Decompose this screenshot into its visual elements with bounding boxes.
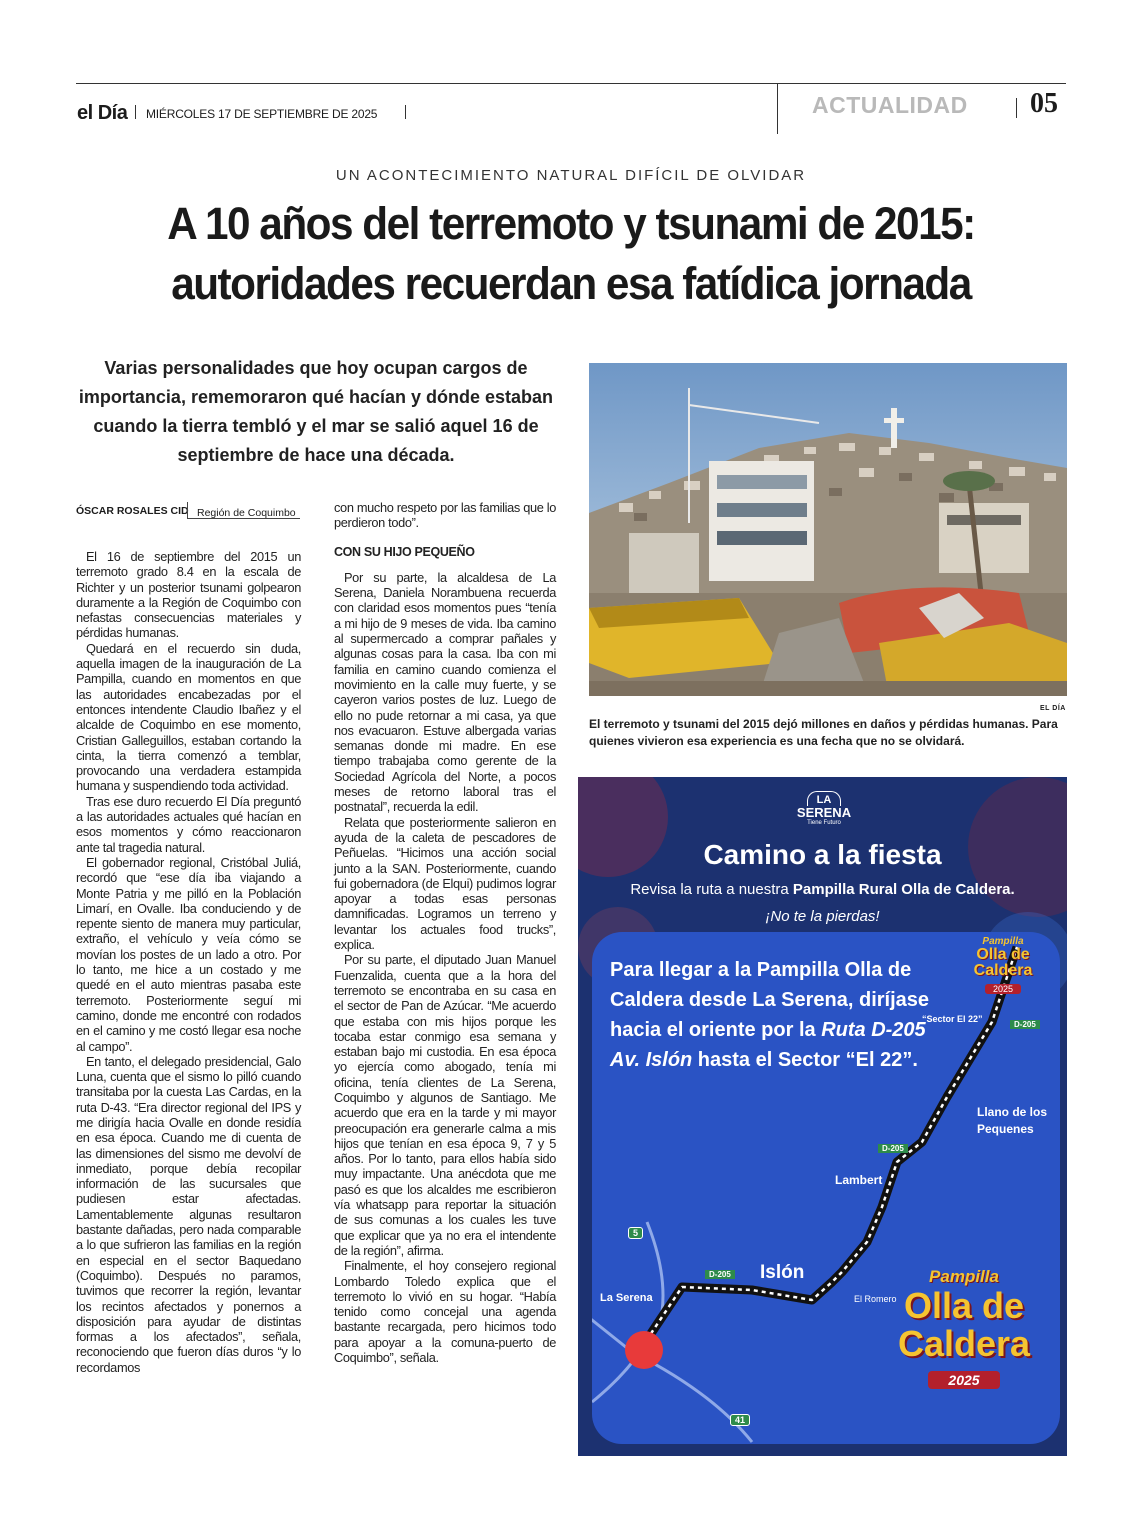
ad-subtitle-bold: Pampilla Rural Olla de Caldera. xyxy=(792,881,1015,898)
la-serena-pin-icon xyxy=(625,1331,663,1369)
header-divider xyxy=(777,84,778,134)
ad-subtitle-prefix: Revisa la ruta a nuestra xyxy=(630,881,793,898)
earthquake-damage-photo xyxy=(589,363,1067,696)
paragraph: El 16 de septiembre del 2015 un terremoto grado 8.4 en la escala de Richter y un posterior tsunami golpearon duramente a la Región de Coquimbo con nefastas consecuencias materiales y pérdidas humanas. xyxy=(76,549,301,641)
badge-large-line-2: Caldera xyxy=(897,1323,1031,1364)
la-serena-logo xyxy=(792,791,856,831)
author-name: ÓSCAR ROSALES CID xyxy=(76,505,189,517)
ad-directions xyxy=(610,955,930,1075)
header-divider xyxy=(1016,98,1017,118)
logo-line-2: SERENA xyxy=(796,805,852,820)
directions-text-2: hasta el Sector “El 22”. xyxy=(692,1049,918,1071)
subheading: CON SU HIJO PEQUEÑO xyxy=(334,544,475,559)
directions-text-1: Para llegar a la Pampilla Olla de Caldera desde La Serena, diríjase hacia el oriente por la xyxy=(610,959,930,1041)
article-column-2 xyxy=(334,500,556,1365)
road-tag-d205: D-205 xyxy=(705,1270,735,1279)
paragraph: Relata que posteriormente salieron en ayuda de la caleta de pescadores de Peñuelas. “Hicimos una acción social junto a la SAN. Posteriormente, cuando fui gobernadora (de Elqui) pudimos lograr apoyar a todas esas personas damnificadas. Logramos un terreno y levantar los actuales food trucks”, explica. xyxy=(334,814,556,953)
route-map xyxy=(592,932,1060,1444)
paragraph: con mucho respeto por las familias que lo perdieron todo”. xyxy=(334,500,556,531)
header-top-rule xyxy=(76,83,1066,84)
logo-tagline: Tiene Futuro xyxy=(807,820,841,826)
pampilla-advertisement xyxy=(578,777,1067,1456)
photo-credit: EL DÍA xyxy=(1040,705,1066,712)
directions-route: Ruta D-205 Av. Islón xyxy=(610,1019,926,1071)
badge-large-top: Pampilla xyxy=(929,1267,999,1286)
article-column-1 xyxy=(76,549,301,1375)
label-la-serena: La Serena xyxy=(600,1292,653,1304)
header-divider xyxy=(405,105,406,119)
ad-subtitle xyxy=(578,881,1067,898)
section-name: ACTUALIDAD xyxy=(812,92,968,118)
newspaper-logo: el Día xyxy=(77,102,128,124)
photo-caption: El terremoto y tsunami del 2015 dejó millones en daños y pérdidas humanas. Para quienes vivieron esa experiencia es una fecha que no se olvidará. xyxy=(589,717,1058,748)
road-tag-5: 5 xyxy=(628,1227,643,1239)
road-tag-d205: D-205 xyxy=(878,1144,908,1153)
badge-small-year: 2025 xyxy=(985,984,1021,994)
headline-line-1: A 10 años del terremoto y tsunami de 2015: xyxy=(167,198,975,249)
label-llano-de-los-pequenes: Llano de los Pequenes xyxy=(977,1105,1048,1136)
article-photo xyxy=(589,363,1067,696)
header-divider xyxy=(135,105,136,119)
paragraph: Quedará en el recuerdo sin duda, aquella imagen de la inauguración de La Pampilla, cuando en momentos en que las autoridades encabezadas por el entonces intendente Claudio Ibañez y el alcalde de Coquimbo en ese momento, Cristian Galleguillos, estaban cortando la cinta, la tierra comenzó a temblar, provocando una verdadera estampida humana y suspendiendo toda actividad. xyxy=(76,640,301,794)
article-kicker: UN ACONTECIMIENTO NATURAL DIFÍCIL DE OLVIDAR xyxy=(335,167,807,184)
paragraph: Finalmente, el hoy consejero regional Lombardo Toledo explica que el terremoto lo vivió en su hogar. “Había tenido como concejal una agenda bastante recargada, pero hicimos todo para apoyar a la comuna-puerto de Coquimbo”, señala. xyxy=(334,1258,556,1366)
badge-large-year: 2025 xyxy=(928,1371,999,1389)
label-el-romero: El Romero xyxy=(854,1294,897,1304)
article-headline xyxy=(91,194,1052,314)
pampilla-badge-large xyxy=(874,1267,1054,1437)
badge-small-top: Pampilla xyxy=(982,936,1024,947)
badge-small-line-1: Olla de xyxy=(976,946,1030,963)
paragraph: En tanto, el delegado presidencial, Galo Luna, cuenta que el sismo lo pilló cuando transitaba por la cuesta Las Cardas, en la ruta D-43. “Era director regional del IPS y me dirigía hacia Ovalle en donde residía en esa época. Cuando me di cuenta de las dimensiones del sismo me devolví de inmediato, porque debía recopilar información de las sucursales que pudiesen estar afectadas. Lamentablemente algunas resultaron bastante dañadas, pero nada comparable a lo que sufrieron las familias en la región en especial en el sector Baquedano (Coquimbo). Después no paramos, tuvimos que recorrer la región, levantar los recintos afectados y ponernos a disposición para ayudar de distintas formas a los afectados”, señala, reconociendo que fueron días duros “y lo recordamos xyxy=(76,1053,301,1375)
article-deck: Varias personalidades que hoy ocupan cargos de importancia, rememoraron qué hacían y dónde estaban cuando la tierra tembló y el mar se salió aquel 16 de septiembre de hace una década. xyxy=(78,358,554,465)
road-tag-41: 41 xyxy=(730,1414,750,1426)
paragraph: Tras ese duro recuerdo El Día preguntó a las autoridades actuales qué hacían en esos momentos y cómo reaccionaron ante tal tragedia natural. xyxy=(76,793,301,855)
paragraph: Por su parte, el diputado Juan Manuel Fuenzalida, cuenta que a la hora del terremoto se encontraba en su casa en el sector de Pan de Azúcar. “Me acuerdo que estaba con mis hijos porque les tocaba estar conmigo esa semana y estaban bajo mi custodia. En esa época yo ejercía como abogado, tenía mi oficina, tenía clientes de La Serena, Coquimbo y algunos de Santiago. Me acuerdo que era en la tarde y mi mayor preocupación era generarle calma a mis hijos que tenían en esa época 9, 7 y 5 años. Por lo tanto, para ellos había sido muy impactante. Una anécdota que me pasó es que los alcaldes me escribieron vía whatsapp para reportar la situación de sus comunas a los cuales les tuve que explicar que ya no era el intendente de la región”, afirma. xyxy=(334,952,556,1258)
author-region: Región de Coquimbo xyxy=(197,507,296,519)
ad-title: Camino a la fiesta xyxy=(703,839,942,870)
ad-callout: ¡No te la pierdas! xyxy=(765,908,880,925)
headline-line-2: autoridades recuerdan esa fatídica jornada xyxy=(171,258,971,309)
road-tag-d205: D-205 xyxy=(1010,1020,1040,1029)
logo-line-1: LA xyxy=(807,791,841,806)
label-sector-22: “Sector El 22” xyxy=(922,1014,983,1024)
paragraph: El gobernador regional, Cristóbal Juliá, recordó que “ese día iba viajando a Monte Patria y me pilló en la Población Limarí, en Ovalle. Iba conduciendo y de repente siento de manera muy particular, extraño, el vehículo y veía cómo se movían los postes de un lado a otro. Por lo tanto, me hice a un costado y me quedé en el auto mientras pasaba este terremoto. Posteriormente seguí mi camino, donde me encontré con rodados en el camino y me costó llegar esa noche al campo”. xyxy=(76,854,301,1054)
badge-small-line-2: Caldera xyxy=(973,962,1033,979)
paragraph: Por su parte, la alcaldesa de La Serena, Daniela Norambuena recuerda con claridad esos momentos pues “tenía a mi hijo de 9 meses de vida. Iba camino al supermercado a comprar pañales y algunas cosas para la casa. Iba con mi familia en camino cuando comienza el movimiento en la calle muy fuerte, y se cayeron varios postes de luz. Luego de ello no pude retornar a mi casa, ya que nos evacuaron. Estuve albergada varias semanas donde mi madre. En ese tiempo trabajaba como gerente de la Sociedad Agrícola del Norte, a pocos meses de retorno laboral tras el postnatal”, recuerda la edil. xyxy=(334,569,556,815)
pampilla-badge-small xyxy=(960,936,1046,1026)
label-islon: Islón xyxy=(760,1262,805,1283)
page-number: 05 xyxy=(1030,88,1058,119)
issue-date: MIÉRCOLES 17 DE SEPTIEMBRE DE 2025 xyxy=(146,107,378,121)
label-lambert: Lambert xyxy=(835,1173,883,1187)
badge-large-line-1: Olla de xyxy=(903,1285,1025,1326)
